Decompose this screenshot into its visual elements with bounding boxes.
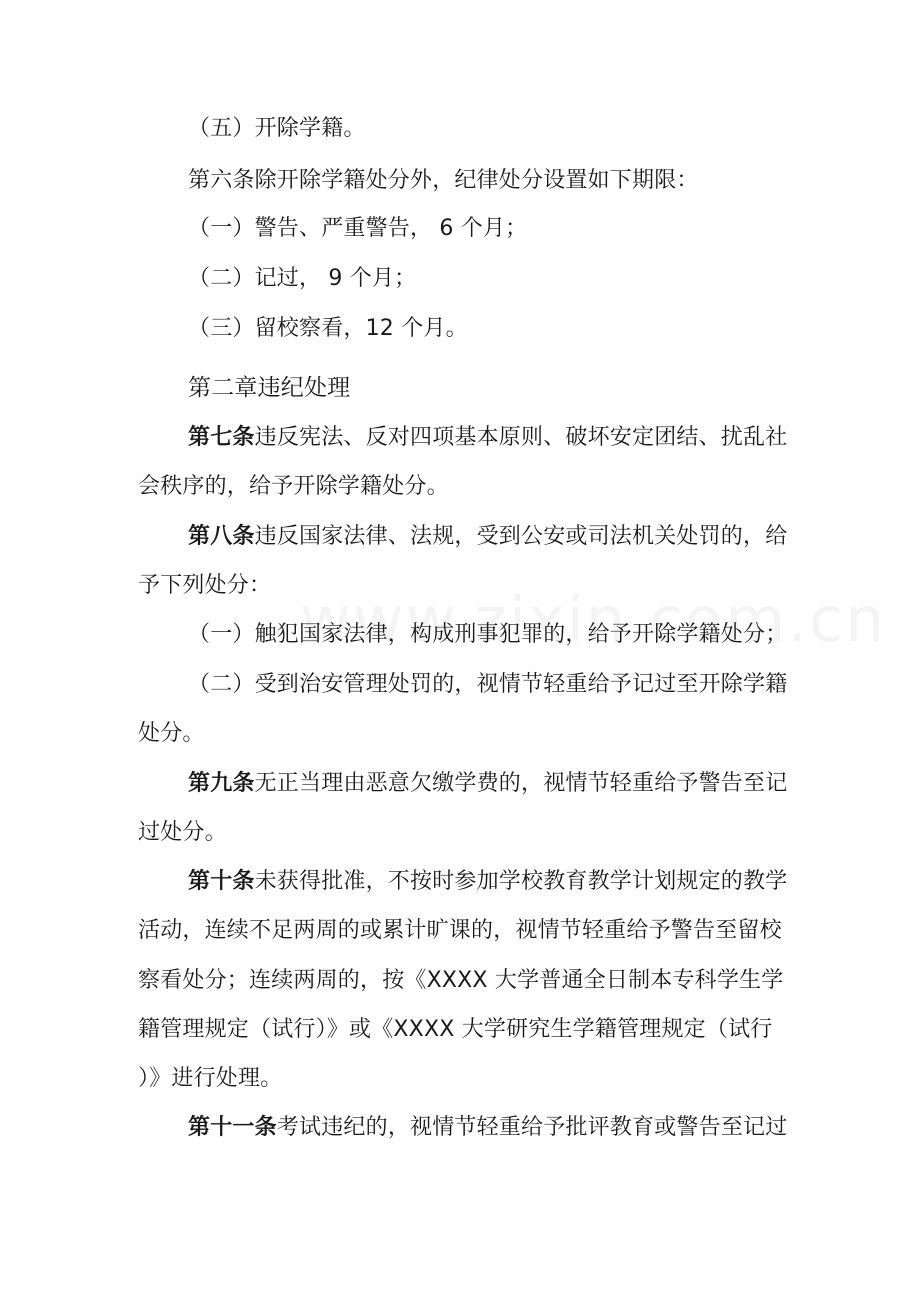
article-8-item-2-cont: 处分。 [138, 721, 205, 746]
article-7-text: 违反宪法、反对四项基本原则、破坏安定团结、扰乱社 [254, 425, 788, 450]
article-6-item-3: （三）留校察看，12 个月。 [188, 316, 468, 341]
article-10-text: 未获得批准，不按时参加学校教育教学计划规定的教学 [254, 869, 788, 894]
article-10-line-4: 籍管理规定（试行）》或《XXXX 大学研究生学籍管理规定（试行 [138, 1017, 773, 1042]
article-9-text: 无正当理由恶意欠缴学费的，视情节轻重给予警告至记 [254, 771, 788, 796]
article-11-title: 第十一条 [188, 1115, 277, 1140]
article-8-item-2: （二）受到治安管理处罚的，视情节轻重给予记过至开除学籍 [188, 672, 788, 697]
article-11-line-1 [188, 1113, 787, 1143]
article-9-line-1 [188, 769, 787, 799]
article-10-line-2: 活动，连续不足两周的或累计旷课的，视情节轻重给予警告至留校 [138, 918, 782, 943]
article-8-line-1 [188, 522, 787, 552]
article-9-line-2: 过处分。 [138, 820, 227, 845]
article-6-item-2: （二）记过， 9 个月； [188, 266, 417, 291]
article-10-line-5: ）》进行处理。 [138, 1066, 283, 1091]
article-10-line-3: 察看处分；连续两周的，按《XXXX 大学普通全日制本专科学生学 [138, 968, 784, 993]
article-8-item-1: （一）触犯国家法律，构成刑事犯罪的，给予开除学籍处分； [188, 622, 788, 647]
article-8-text: 违反国家法律、法规，受到公安或司法机关处罚的，给 [254, 524, 788, 549]
clause-5-expulsion: （五）开除学籍。 [188, 116, 366, 141]
article-7-line-1 [188, 423, 787, 453]
article-8-line-2: 予下列处分： [138, 573, 272, 598]
article-9-title: 第九条 [188, 771, 255, 796]
chapter-2-heading: 第二章违纪处理 [188, 375, 351, 401]
article-7-line-2: 会秩序的，给予开除学籍处分。 [138, 474, 449, 499]
article-6-item-1: （一）警告、严重警告， 6 个月； [188, 216, 528, 241]
article-10-line-1 [188, 867, 787, 897]
article-8-title: 第八条 [188, 524, 255, 549]
article-7-title: 第七条 [188, 425, 255, 450]
article-11-text: 考试违纪的，视情节轻重给予批评教育或警告至记过 [276, 1115, 788, 1140]
article-10-title: 第十条 [188, 869, 255, 894]
article-6-text: 第六条除开除学籍处分外，纪律处分设置如下期限： [188, 168, 699, 193]
